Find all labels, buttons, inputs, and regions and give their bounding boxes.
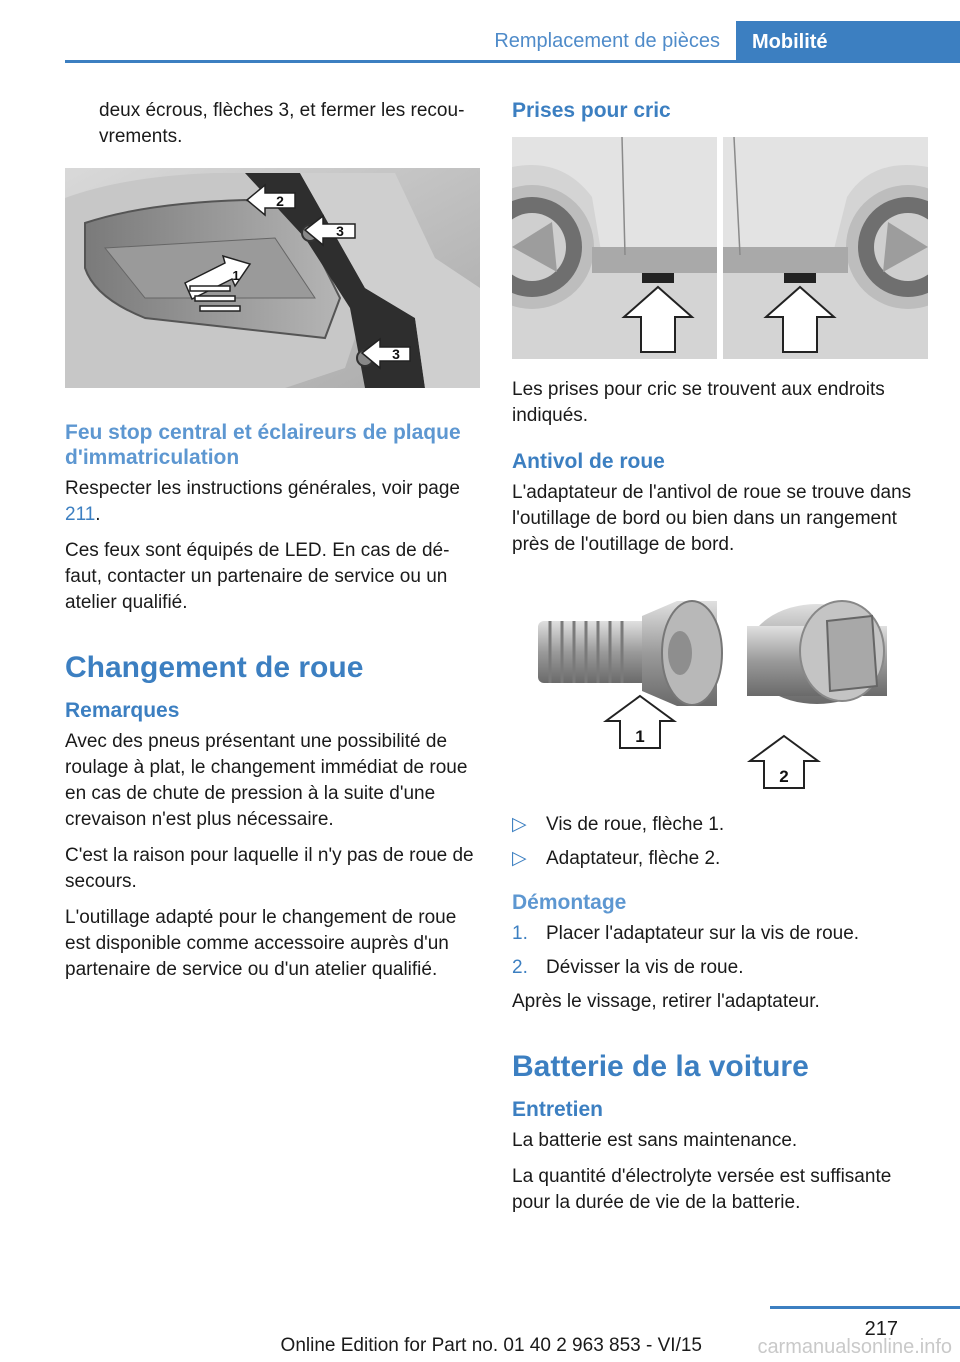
entretien-paragraph-1: La batterie est sans maintenance. (512, 1130, 798, 1151)
list-item-text: Dévisser la vis de roue. (546, 957, 744, 978)
list-item (512, 846, 928, 872)
wheel-lock-figure (512, 596, 928, 796)
fig-label-2: 2 (276, 193, 284, 209)
triangle-bullet-icon: ▷ (512, 814, 527, 835)
footer-rule (770, 1306, 960, 1309)
remarques-paragraph-1: Avec des pneus présentant une possibilité de roulage à plat, le changement immédiat de roue en cas de chute de pression à la suite d'une crevaison n'est plus nécessaire. (65, 731, 468, 830)
header-rule (65, 60, 960, 63)
antivol-paragraph: L'adaptateur de l'antivol de roue se trouve dans l'outillage de bord ou bien dans un rangement près de l'outillage de bord. (512, 482, 912, 555)
triangle-bullet-icon: ▷ (512, 848, 527, 869)
prises-paragraph: Les prises pour cric se trouvent aux endroits indiqués. (512, 379, 885, 426)
header-tab-mobilite[interactable]: Mobilité (736, 21, 960, 63)
heading-demontage: Démontage (512, 891, 627, 914)
feu-paragraph-1-end: . (95, 504, 101, 525)
page-link-211[interactable]: 211 (65, 504, 96, 525)
watermark: carmanualsonline.info (757, 1336, 952, 1358)
apres-paragraph: Après le vissage, retirer l'adaptateur. (512, 991, 820, 1012)
heading-remarques: Remarques (65, 699, 180, 722)
heading-feu-stop: Feu stop central et éclaireurs de plaque d'immatriculation (65, 421, 461, 469)
page-number: 217 (864, 1318, 898, 1340)
fig-label-2: 2 (779, 767, 789, 786)
heading-entretien: Entretien (512, 1098, 604, 1121)
bullet-list (512, 812, 928, 872)
fig-label-3a: 3 (336, 223, 344, 239)
list-item-text: Adaptateur, flèche 2. (546, 848, 721, 869)
fig-label-3b: 3 (392, 346, 400, 362)
steps-list (512, 921, 928, 981)
entretien-paragraph-2: La quantité d'électrolyte versée est suffisante pour la durée de vie de la batterie. (512, 1166, 892, 1213)
list-item-text: Vis de roue, flèche 1. (546, 814, 725, 835)
fig-label-1: 1 (232, 268, 240, 283)
tail-light-figure (65, 168, 480, 388)
heading-antivol-de-roue: Antivol de roue (512, 450, 665, 473)
list-item (512, 921, 928, 947)
adapter-illustration (747, 601, 887, 704)
wheel-bolt-illustration (538, 601, 722, 706)
list-item (512, 812, 928, 838)
left-column (65, 98, 480, 993)
right-column (512, 98, 928, 1226)
jacking-points-figure (512, 137, 928, 359)
heading-changement-de-roue: Changement de roue (65, 651, 364, 684)
edition-text: Online Edition for Part no. 01 40 2 963 853 - VI/15 (280, 1335, 702, 1356)
list-item (512, 955, 928, 981)
list-item-text: Placer l'adaptateur sur la vis de roue. (546, 923, 860, 944)
step-number: 2. (512, 957, 528, 978)
heading-prises-pour-cric: Prises pour cric (512, 99, 671, 122)
feu-paragraph-1-text: Respecter les instructions générales, voir page (65, 478, 460, 499)
remarques-paragraph-2: C'est la raison pour laquelle il n'y pas de roue de secours. (65, 845, 474, 892)
step-number: 1. (512, 923, 528, 944)
remarques-paragraph-3: L'outillage adapté pour le changement de roue est disponible comme accessoire auprès d'un partenaire de service ou d'un atelier qualifié. (65, 907, 457, 980)
heading-batterie: Batterie de la voiture (512, 1050, 809, 1083)
feu-paragraph-2: Ces feux sont équipés de LED. En cas de défaut, contacter un partenaire de service ou un atelier qualifié. (65, 540, 450, 613)
feu-paragraph-1 (65, 476, 480, 528)
intro-text: deux écrous, flèches 3, et fermer les recouvrements. (99, 100, 465, 147)
fig-label-1: 1 (635, 727, 645, 746)
header-section-title: Remplacement de pièces (494, 30, 720, 52)
